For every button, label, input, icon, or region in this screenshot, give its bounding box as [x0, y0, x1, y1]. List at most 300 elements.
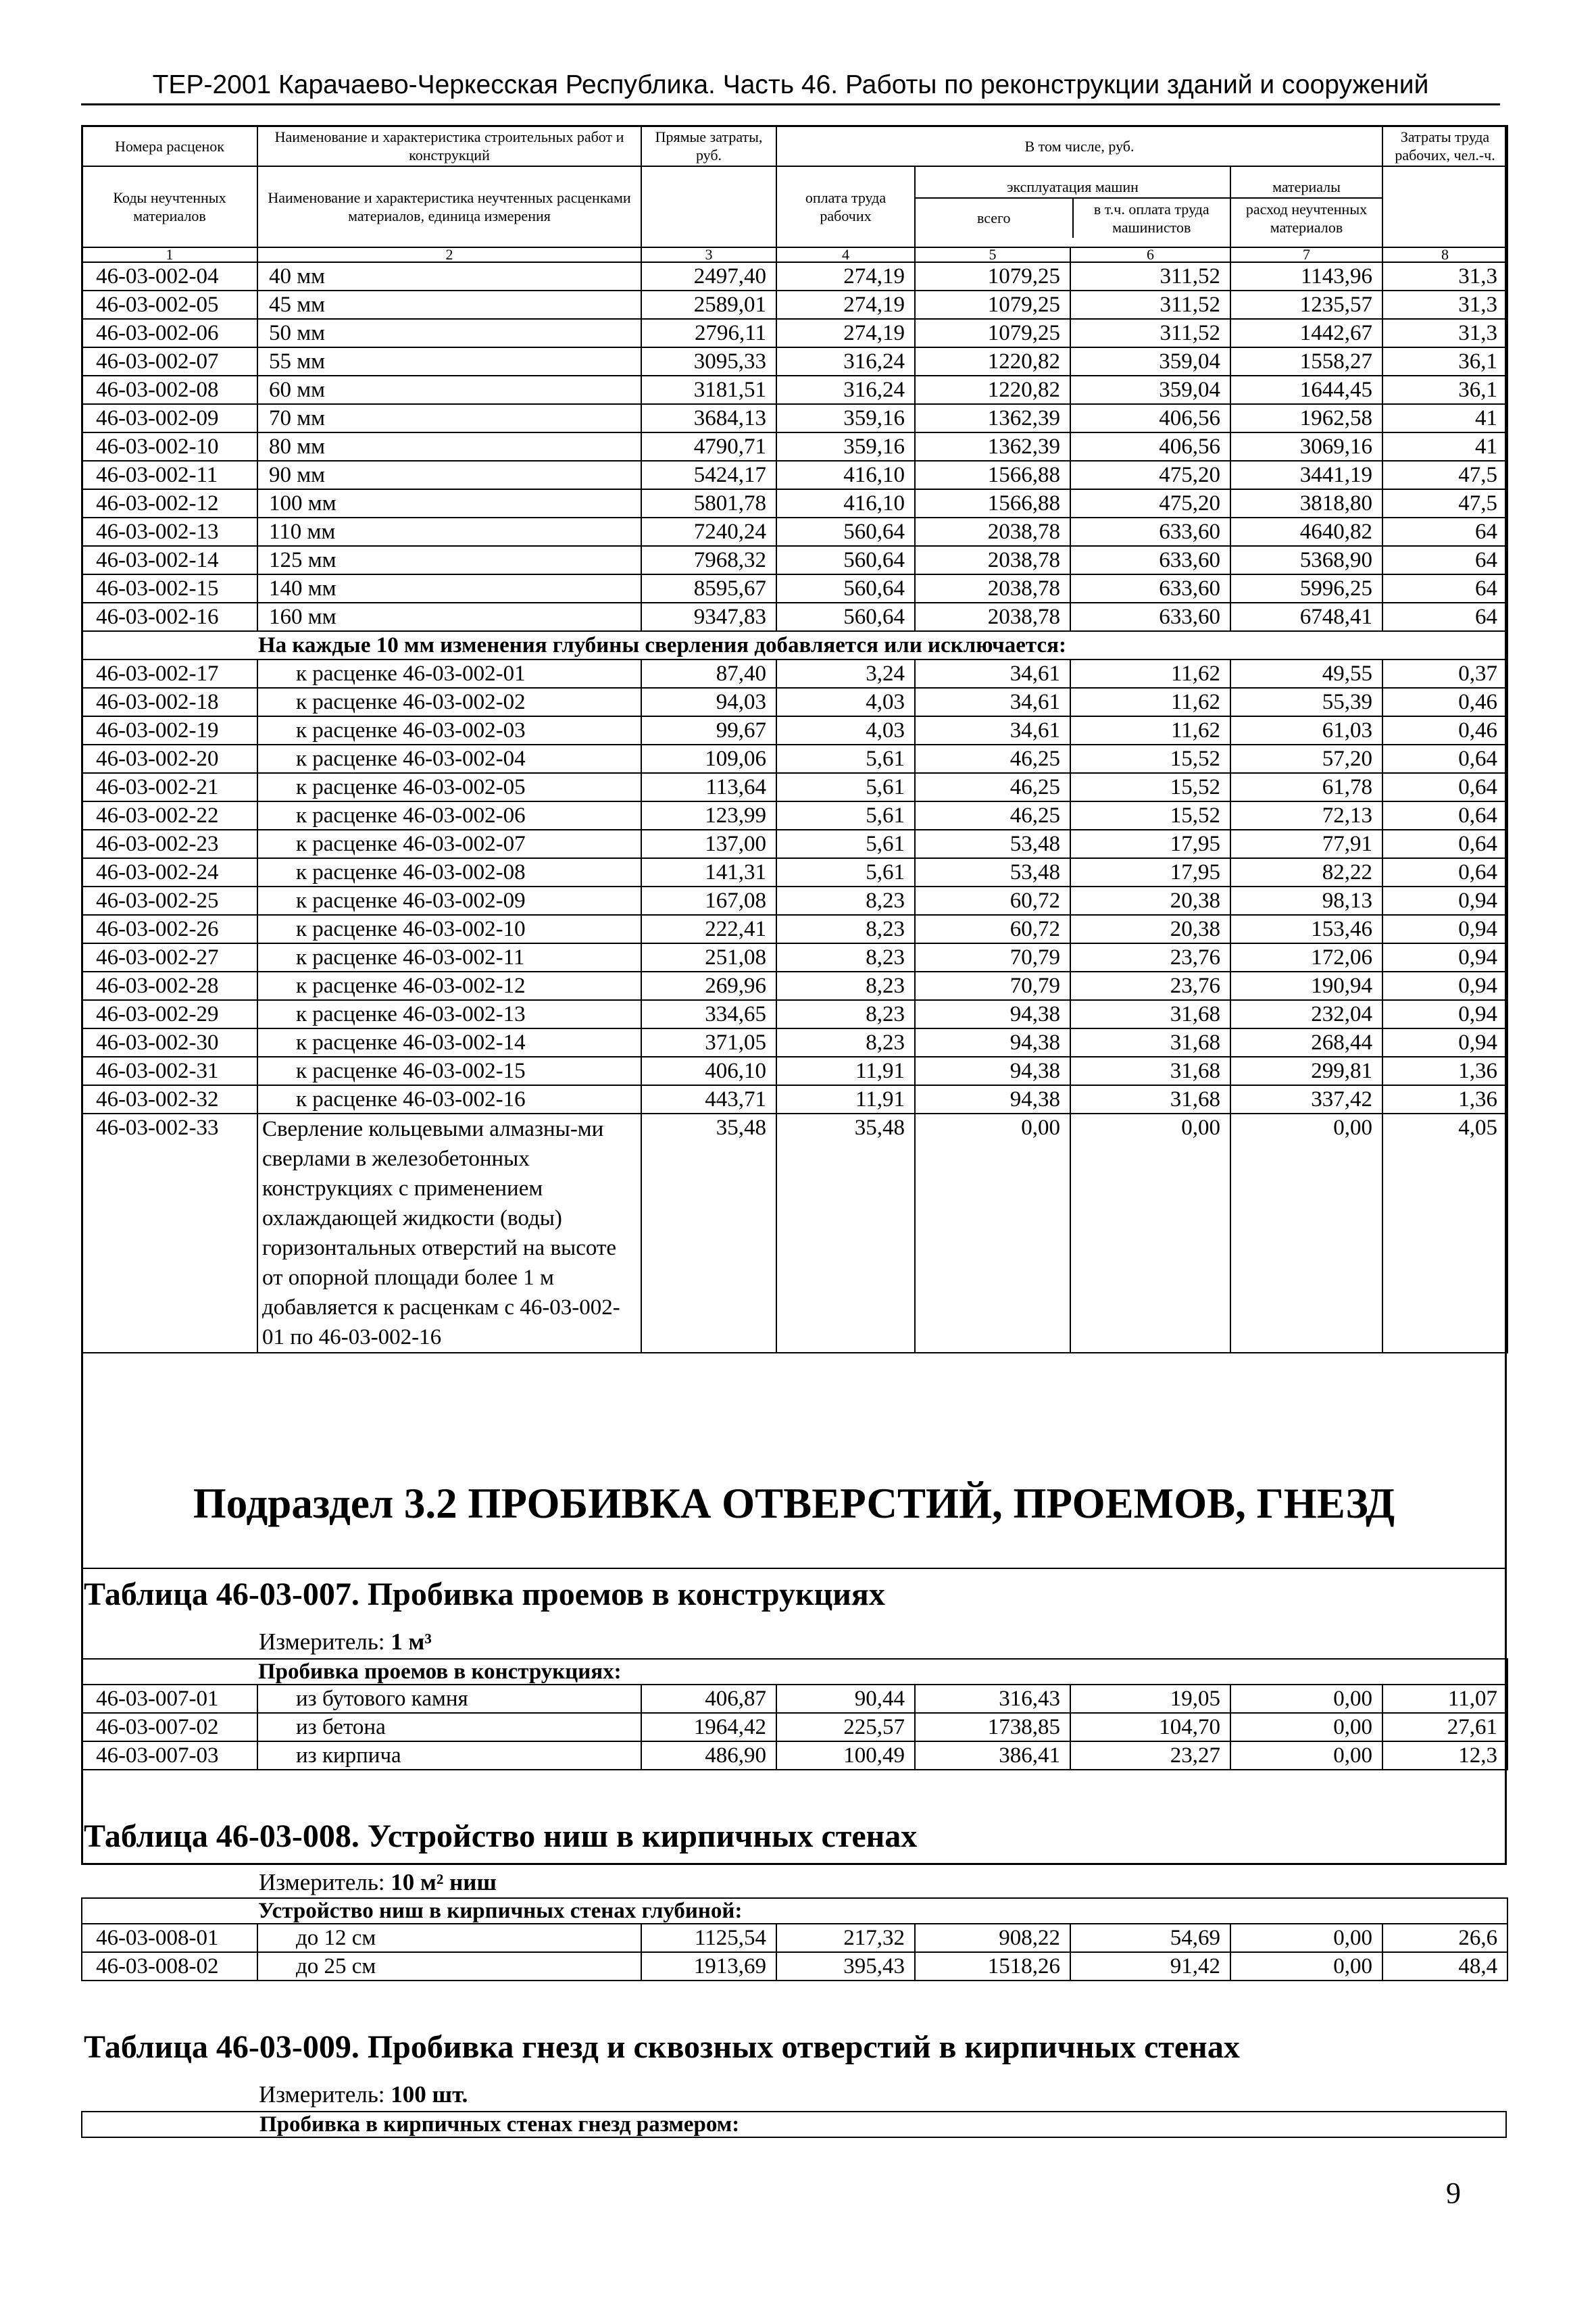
table-009-unit	[259, 2080, 468, 2110]
labor-hours: 0,94	[1382, 887, 1507, 915]
rate-description: к расценке 46-03-002-03	[257, 716, 641, 745]
materials: 61,03	[1230, 716, 1382, 745]
unit-label: Измеритель:	[259, 1869, 385, 1895]
rate-description: 140 мм	[257, 574, 641, 603]
col-direct-costs: Прямые затраты, руб.	[641, 126, 776, 166]
table-row	[82, 262, 1507, 291]
table-007	[81, 1658, 1508, 1770]
labor-hours: 64	[1382, 574, 1507, 603]
machines-total: 2038,78	[915, 518, 1070, 546]
rate-description: 100 мм	[257, 489, 641, 518]
table-row	[82, 915, 1507, 943]
labor-hours: 27,61	[1382, 1713, 1507, 1741]
labor-hours: 0,64	[1382, 745, 1507, 773]
materials-subheader	[1231, 176, 1382, 238]
machinist-pay: 15,52	[1070, 773, 1230, 801]
machines-total: 386,41	[915, 1741, 1070, 1770]
rate-description: 55 мм	[257, 347, 641, 376]
direct-costs: 486,90	[641, 1741, 776, 1770]
machinist-pay: 31,68	[1070, 1000, 1230, 1028]
materials: 232,04	[1230, 1000, 1382, 1028]
machines-total: 34,61	[915, 659, 1070, 688]
materials: 57,20	[1230, 745, 1382, 773]
labor-pay: 560,64	[776, 546, 915, 574]
labor-pay: 5,61	[776, 801, 915, 830]
direct-costs: 1125,54	[641, 1924, 776, 1952]
labor-hours: 12,3	[1382, 1741, 1507, 1770]
labor-pay: 8,23	[776, 1000, 915, 1028]
machines-total: 60,72	[915, 887, 1070, 915]
labor-hours: 31,3	[1382, 319, 1507, 347]
labor-pay: 395,43	[776, 1952, 915, 1981]
table-008-subheading: Устройство ниш в кирпичных стенах глубиной:	[82, 1898, 1507, 1924]
labor-pay: 274,19	[776, 262, 915, 291]
machines-subheader	[916, 176, 1230, 238]
labor-pay: 416,10	[776, 489, 915, 518]
labor-hours: 1,36	[1382, 1057, 1507, 1085]
labor-hours: 0,37	[1382, 659, 1507, 688]
materials: 0,00	[1230, 1952, 1382, 1981]
rate-description: 70 мм	[257, 404, 641, 432]
labor-hours: 11,07	[1382, 1685, 1507, 1713]
direct-costs: 35,48	[641, 1114, 776, 1353]
rate-code: 46-03-002-17	[82, 659, 257, 688]
machinist-pay: 31,68	[1070, 1057, 1230, 1085]
col-codes-top: Номера расценок	[82, 126, 257, 166]
materials: 61,78	[1230, 773, 1382, 801]
rate-description: 40 мм	[257, 262, 641, 291]
direct-costs: 1913,69	[641, 1952, 776, 1981]
col-number: 8	[1382, 247, 1507, 262]
rate-description: к расценке 46-03-002-08	[257, 858, 641, 887]
materials: 82,22	[1230, 858, 1382, 887]
materials: 268,44	[1230, 1028, 1382, 1057]
table-row	[82, 291, 1507, 319]
machinist-pay: 475,20	[1070, 489, 1230, 518]
rate-code: 46-03-002-12	[82, 489, 257, 518]
table-row	[82, 404, 1507, 432]
labor-pay: 560,64	[776, 574, 915, 603]
rate-description: 45 мм	[257, 291, 641, 319]
machinist-pay: 11,62	[1070, 659, 1230, 688]
labor-hours: 48,4	[1382, 1952, 1507, 1981]
rate-description: 60 мм	[257, 376, 641, 404]
materials: 3441,19	[1230, 461, 1382, 489]
labor-pay: 100,49	[776, 1741, 915, 1770]
materials: 0,00	[1230, 1685, 1382, 1713]
rate-description: к расценке 46-03-002-11	[257, 943, 641, 972]
direct-costs: 7968,32	[641, 546, 776, 574]
labor-pay: 5,61	[776, 830, 915, 858]
labor-pay: 359,16	[776, 404, 915, 432]
table-row	[82, 1952, 1507, 1981]
labor-hours: 0,94	[1382, 915, 1507, 943]
col-materials: материалы	[1231, 176, 1382, 198]
direct-costs: 141,31	[641, 858, 776, 887]
materials: 1235,57	[1230, 291, 1382, 319]
rate-description: к расценке 46-03-002-14	[257, 1028, 641, 1057]
unit-value: 10 м² ниш	[391, 1869, 497, 1895]
machinist-pay: 23,76	[1070, 972, 1230, 1000]
machines-total: 34,61	[915, 688, 1070, 716]
labor-pay: 8,23	[776, 915, 915, 943]
labor-hours: 0,64	[1382, 830, 1507, 858]
table-row	[82, 1741, 1507, 1770]
table-007-unit	[259, 1627, 432, 1657]
rows-group-depth	[82, 262, 1507, 631]
rate-code: 46-03-002-19	[82, 716, 257, 745]
labor-pay: 560,64	[776, 518, 915, 546]
rate-code: 46-03-002-04	[82, 262, 257, 291]
table-row	[82, 773, 1507, 801]
rate-description: 125 мм	[257, 546, 641, 574]
machinist-pay: 633,60	[1070, 546, 1230, 574]
machines-total: 60,72	[915, 915, 1070, 943]
labor-hours: 31,3	[1382, 262, 1507, 291]
rate-description: 90 мм	[257, 461, 641, 489]
subheading-row	[82, 631, 1507, 659]
machines-total: 0,00	[915, 1114, 1070, 1353]
rate-code: 46-03-002-26	[82, 915, 257, 943]
rate-code: 46-03-002-21	[82, 773, 257, 801]
table-row	[82, 432, 1507, 461]
table-007-title: Таблица 46-03-007. Пробивка проемов в конструкциях	[84, 1576, 885, 1612]
labor-pay: 11,91	[776, 1057, 915, 1085]
labor-pay: 90,44	[776, 1685, 915, 1713]
rate-description: до 12 см	[257, 1924, 641, 1952]
machines-total: 2038,78	[915, 546, 1070, 574]
direct-costs: 2796,11	[641, 319, 776, 347]
table-007-subheading: Пробивка проемов в конструкциях:	[82, 1659, 1507, 1685]
col-group-including: В том числе, руб.	[776, 126, 1382, 166]
labor-hours: 36,1	[1382, 347, 1507, 376]
labor-pay: 4,03	[776, 688, 915, 716]
materials: 6748,41	[1230, 603, 1382, 631]
machinist-pay: 91,42	[1070, 1952, 1230, 1981]
rows-group-increment	[82, 659, 1507, 1114]
machinist-pay: 17,95	[1070, 858, 1230, 887]
materials: 98,13	[1230, 887, 1382, 915]
materials: 55,39	[1230, 688, 1382, 716]
rate-code: 46-03-002-18	[82, 688, 257, 716]
materials: 299,81	[1230, 1057, 1382, 1085]
labor-pay: 274,19	[776, 319, 915, 347]
rate-description: к расценке 46-03-002-12	[257, 972, 641, 1000]
rate-code: 46-03-007-02	[82, 1713, 257, 1741]
direct-costs: 371,05	[641, 1028, 776, 1057]
rate-description: к расценке 46-03-002-13	[257, 1000, 641, 1028]
machines-total: 1079,25	[915, 291, 1070, 319]
direct-costs: 94,03	[641, 688, 776, 716]
machines-total: 1566,88	[915, 489, 1070, 518]
labor-pay: 8,23	[776, 943, 915, 972]
col-number: 1	[82, 247, 257, 262]
rate-code: 46-03-008-01	[82, 1924, 257, 1952]
materials: 0,00	[1230, 1741, 1382, 1770]
labor-hours: 64	[1382, 603, 1507, 631]
machinist-pay: 54,69	[1070, 1924, 1230, 1952]
machines-total: 2038,78	[915, 603, 1070, 631]
machines-total: 46,25	[915, 773, 1070, 801]
table-row	[82, 801, 1507, 830]
direct-costs: 8595,67	[641, 574, 776, 603]
table-row	[82, 376, 1507, 404]
rate-description: к расценке 46-03-002-15	[257, 1057, 641, 1085]
machines-total: 1079,25	[915, 262, 1070, 291]
direct-costs: 5801,78	[641, 489, 776, 518]
col-number: 5	[915, 247, 1070, 262]
rate-code: 46-03-002-15	[82, 574, 257, 603]
labor-pay: 8,23	[776, 972, 915, 1000]
rate-code: 46-03-002-24	[82, 858, 257, 887]
labor-pay: 8,23	[776, 887, 915, 915]
labor-pay: 4,03	[776, 716, 915, 745]
machinist-pay: 11,62	[1070, 688, 1230, 716]
rate-description: 50 мм	[257, 319, 641, 347]
machinist-pay: 15,52	[1070, 745, 1230, 773]
direct-costs: 99,67	[641, 716, 776, 745]
labor-pay: 5,61	[776, 745, 915, 773]
materials: 3818,80	[1230, 489, 1382, 518]
table-row	[82, 1028, 1507, 1057]
rate-description: до 25 см	[257, 1952, 641, 1981]
machines-total: 1518,26	[915, 1952, 1070, 1981]
table-header	[82, 126, 1507, 262]
materials: 1962,58	[1230, 404, 1382, 432]
materials: 49,55	[1230, 659, 1382, 688]
rate-code: 46-03-002-08	[82, 376, 257, 404]
unit-label: Измеритель:	[259, 1628, 385, 1655]
materials: 0,00	[1230, 1114, 1382, 1353]
machinist-pay: 475,20	[1070, 461, 1230, 489]
col-labor-hours: Затраты труда рабочих, чел.-ч.	[1382, 126, 1507, 166]
header-rule	[81, 103, 1500, 105]
direct-costs: 109,06	[641, 745, 776, 773]
rate-description: из кирпича	[257, 1741, 641, 1770]
table-row	[82, 319, 1507, 347]
table-row	[82, 546, 1507, 574]
labor-hours: 47,5	[1382, 489, 1507, 518]
rate-description: к расценке 46-03-002-06	[257, 801, 641, 830]
direct-costs: 334,65	[641, 1000, 776, 1028]
labor-hours: 31,3	[1382, 291, 1507, 319]
col-name-bottom: Наименование и характеристика неучтенных расценками материалов, единица измерения	[257, 166, 641, 247]
table-row	[82, 972, 1507, 1000]
labor-hours: 0,94	[1382, 943, 1507, 972]
direct-costs: 167,08	[641, 887, 776, 915]
materials: 1558,27	[1230, 347, 1382, 376]
table-row	[82, 716, 1507, 745]
rate-code: 46-03-002-33	[82, 1114, 257, 1353]
col-labor-pay: оплата труда рабочих	[776, 166, 915, 247]
table-row	[82, 1924, 1507, 1952]
machinist-pay: 359,04	[1070, 376, 1230, 404]
rate-description: к расценке 46-03-002-10	[257, 915, 641, 943]
table-row	[82, 518, 1507, 546]
machines-total: 53,48	[915, 858, 1070, 887]
materials: 153,46	[1230, 915, 1382, 943]
rate-code: 46-03-002-23	[82, 830, 257, 858]
direct-costs: 113,64	[641, 773, 776, 801]
col-number: 7	[1230, 247, 1382, 262]
machinist-pay: 406,56	[1070, 404, 1230, 432]
direct-costs: 4790,71	[641, 432, 776, 461]
materials: 0,00	[1230, 1924, 1382, 1952]
rate-code: 46-03-002-25	[82, 887, 257, 915]
machinist-pay: 633,60	[1070, 603, 1230, 631]
machines-total: 1362,39	[915, 432, 1070, 461]
materials: 5996,25	[1230, 574, 1382, 603]
machinist-pay: 31,68	[1070, 1028, 1230, 1057]
direct-costs: 251,08	[641, 943, 776, 972]
table-row	[82, 688, 1507, 716]
labor-hours: 41	[1382, 432, 1507, 461]
direct-costs: 443,71	[641, 1085, 776, 1114]
machinist-pay: 15,52	[1070, 801, 1230, 830]
labor-hours: 0,64	[1382, 858, 1507, 887]
table-row	[82, 943, 1507, 972]
labor-pay: 217,32	[776, 1924, 915, 1952]
rate-code: 46-03-002-32	[82, 1085, 257, 1114]
col-codes-bottom: Коды неучтенных материалов	[82, 166, 257, 247]
labor-pay: 560,64	[776, 603, 915, 631]
machines-total: 316,43	[915, 1685, 1070, 1713]
col-number: 3	[641, 247, 776, 262]
rate-code: 46-03-002-10	[82, 432, 257, 461]
labor-pay: 316,24	[776, 347, 915, 376]
direct-costs: 7240,24	[641, 518, 776, 546]
direct-costs: 3095,33	[641, 347, 776, 376]
labor-hours: 1,36	[1382, 1085, 1507, 1114]
table-row	[82, 659, 1507, 688]
direct-costs: 406,10	[641, 1057, 776, 1085]
machinist-pay: 11,62	[1070, 716, 1230, 745]
table-row	[82, 1685, 1507, 1713]
rate-code: 46-03-002-14	[82, 546, 257, 574]
running-header: ТЕР-2001 Карачаево-Черкесская Республика. Часть 46. Работы по реконструкции зданий и сооружений	[152, 70, 1429, 99]
machinist-pay: 31,68	[1070, 1085, 1230, 1114]
machines-total: 908,22	[915, 1924, 1070, 1952]
divider	[81, 1568, 1507, 1569]
rate-description: из бутового камня	[257, 1685, 641, 1713]
machinist-pay: 23,76	[1070, 943, 1230, 972]
rate-description: из бетона	[257, 1713, 641, 1741]
materials: 190,94	[1230, 972, 1382, 1000]
labor-pay: 225,57	[776, 1713, 915, 1741]
materials: 72,13	[1230, 801, 1382, 830]
labor-hours: 0,94	[1382, 1000, 1507, 1028]
labor-pay: 3,24	[776, 659, 915, 688]
col-machines: эксплуатация машин	[916, 176, 1230, 198]
machines-total: 1738,85	[915, 1713, 1070, 1741]
col-unaccounted-materials: расход неучтенных материалов	[1245, 200, 1368, 236]
table-row	[82, 887, 1507, 915]
labor-pay: 5,61	[776, 773, 915, 801]
rate-description: к расценке 46-03-002-16	[257, 1085, 641, 1114]
labor-hours: 0,46	[1382, 716, 1507, 745]
materials: 337,42	[1230, 1085, 1382, 1114]
rate-code: 46-03-002-09	[82, 404, 257, 432]
direct-costs: 2497,40	[641, 262, 776, 291]
table-row	[82, 745, 1507, 773]
labor-pay: 8,23	[776, 1028, 915, 1057]
table-row	[82, 1713, 1507, 1741]
materials: 3069,16	[1230, 432, 1382, 461]
labor-hours: 0,64	[1382, 801, 1507, 830]
materials: 4640,82	[1230, 518, 1382, 546]
rate-description: к расценке 46-03-002-09	[257, 887, 641, 915]
materials: 172,06	[1230, 943, 1382, 972]
labor-hours: 0,94	[1382, 1028, 1507, 1057]
table-008-title: Таблица 46-03-008. Устройство ниш в кирпичных стенах	[84, 1818, 918, 1854]
labor-pay: 416,10	[776, 461, 915, 489]
rate-code: 46-03-002-29	[82, 1000, 257, 1028]
direct-costs: 222,41	[641, 915, 776, 943]
direct-costs: 3684,13	[641, 404, 776, 432]
machines-total: 70,79	[915, 972, 1070, 1000]
materials: 1143,96	[1230, 262, 1382, 291]
labor-hours: 41	[1382, 404, 1507, 432]
labor-pay: 11,91	[776, 1085, 915, 1114]
labor-hours: 47,5	[1382, 461, 1507, 489]
table-row	[82, 858, 1507, 887]
machines-total: 1220,82	[915, 347, 1070, 376]
rate-code: 46-03-002-28	[82, 972, 257, 1000]
table-row	[82, 1114, 1507, 1353]
direct-costs: 123,99	[641, 801, 776, 830]
col-machines-total: всего	[916, 198, 1073, 238]
col-name-top: Наименование и характеристика строительных работ и конструкций	[257, 126, 641, 166]
machines-total: 94,38	[915, 1057, 1070, 1085]
labor-hours: 0,94	[1382, 972, 1507, 1000]
rate-code: 46-03-002-30	[82, 1028, 257, 1057]
col-machinist-pay: в т.ч. оплата труда машинистов	[1093, 200, 1210, 236]
materials: 1442,67	[1230, 319, 1382, 347]
machinist-pay: 17,95	[1070, 830, 1230, 858]
table-009	[81, 2111, 1507, 2138]
labor-hours: 64	[1382, 546, 1507, 574]
table-row	[82, 1057, 1507, 1085]
table-008-unit	[259, 1868, 497, 1897]
machines-total: 53,48	[915, 830, 1070, 858]
rate-description: к расценке 46-03-002-01	[257, 659, 641, 688]
rate-description: к расценке 46-03-002-07	[257, 830, 641, 858]
labor-hours: 0,64	[1382, 773, 1507, 801]
rate-description: к расценке 46-03-002-02	[257, 688, 641, 716]
labor-pay: 5,61	[776, 858, 915, 887]
machinist-pay: 20,38	[1070, 887, 1230, 915]
labor-pay: 316,24	[776, 376, 915, 404]
labor-pay: 35,48	[776, 1114, 915, 1353]
machines-total: 1566,88	[915, 461, 1070, 489]
column-numbers-row	[82, 247, 1507, 262]
table-009-subheading: Пробивка в кирпичных стенах гнезд размером:	[82, 2112, 1506, 2137]
col-number: 4	[776, 247, 915, 262]
table-row	[82, 347, 1507, 376]
machinist-pay: 359,04	[1070, 347, 1230, 376]
rate-code: 46-03-007-03	[82, 1741, 257, 1770]
rate-code: 46-03-002-22	[82, 801, 257, 830]
unit-label: Измеритель:	[259, 2081, 385, 2108]
machinist-pay: 633,60	[1070, 574, 1230, 603]
labor-pay: 274,19	[776, 291, 915, 319]
labor-hours: 64	[1382, 518, 1507, 546]
subsection-title: Подраздел 3.2 ПРОБИВКА ОТВЕРСТИЙ, ПРОЕМОВ, ГНЕЗД	[193, 1480, 1395, 1527]
col-number: 2	[257, 247, 641, 262]
labor-hours: 0,46	[1382, 688, 1507, 716]
machines-total: 1079,25	[915, 319, 1070, 347]
materials: 1644,45	[1230, 376, 1382, 404]
